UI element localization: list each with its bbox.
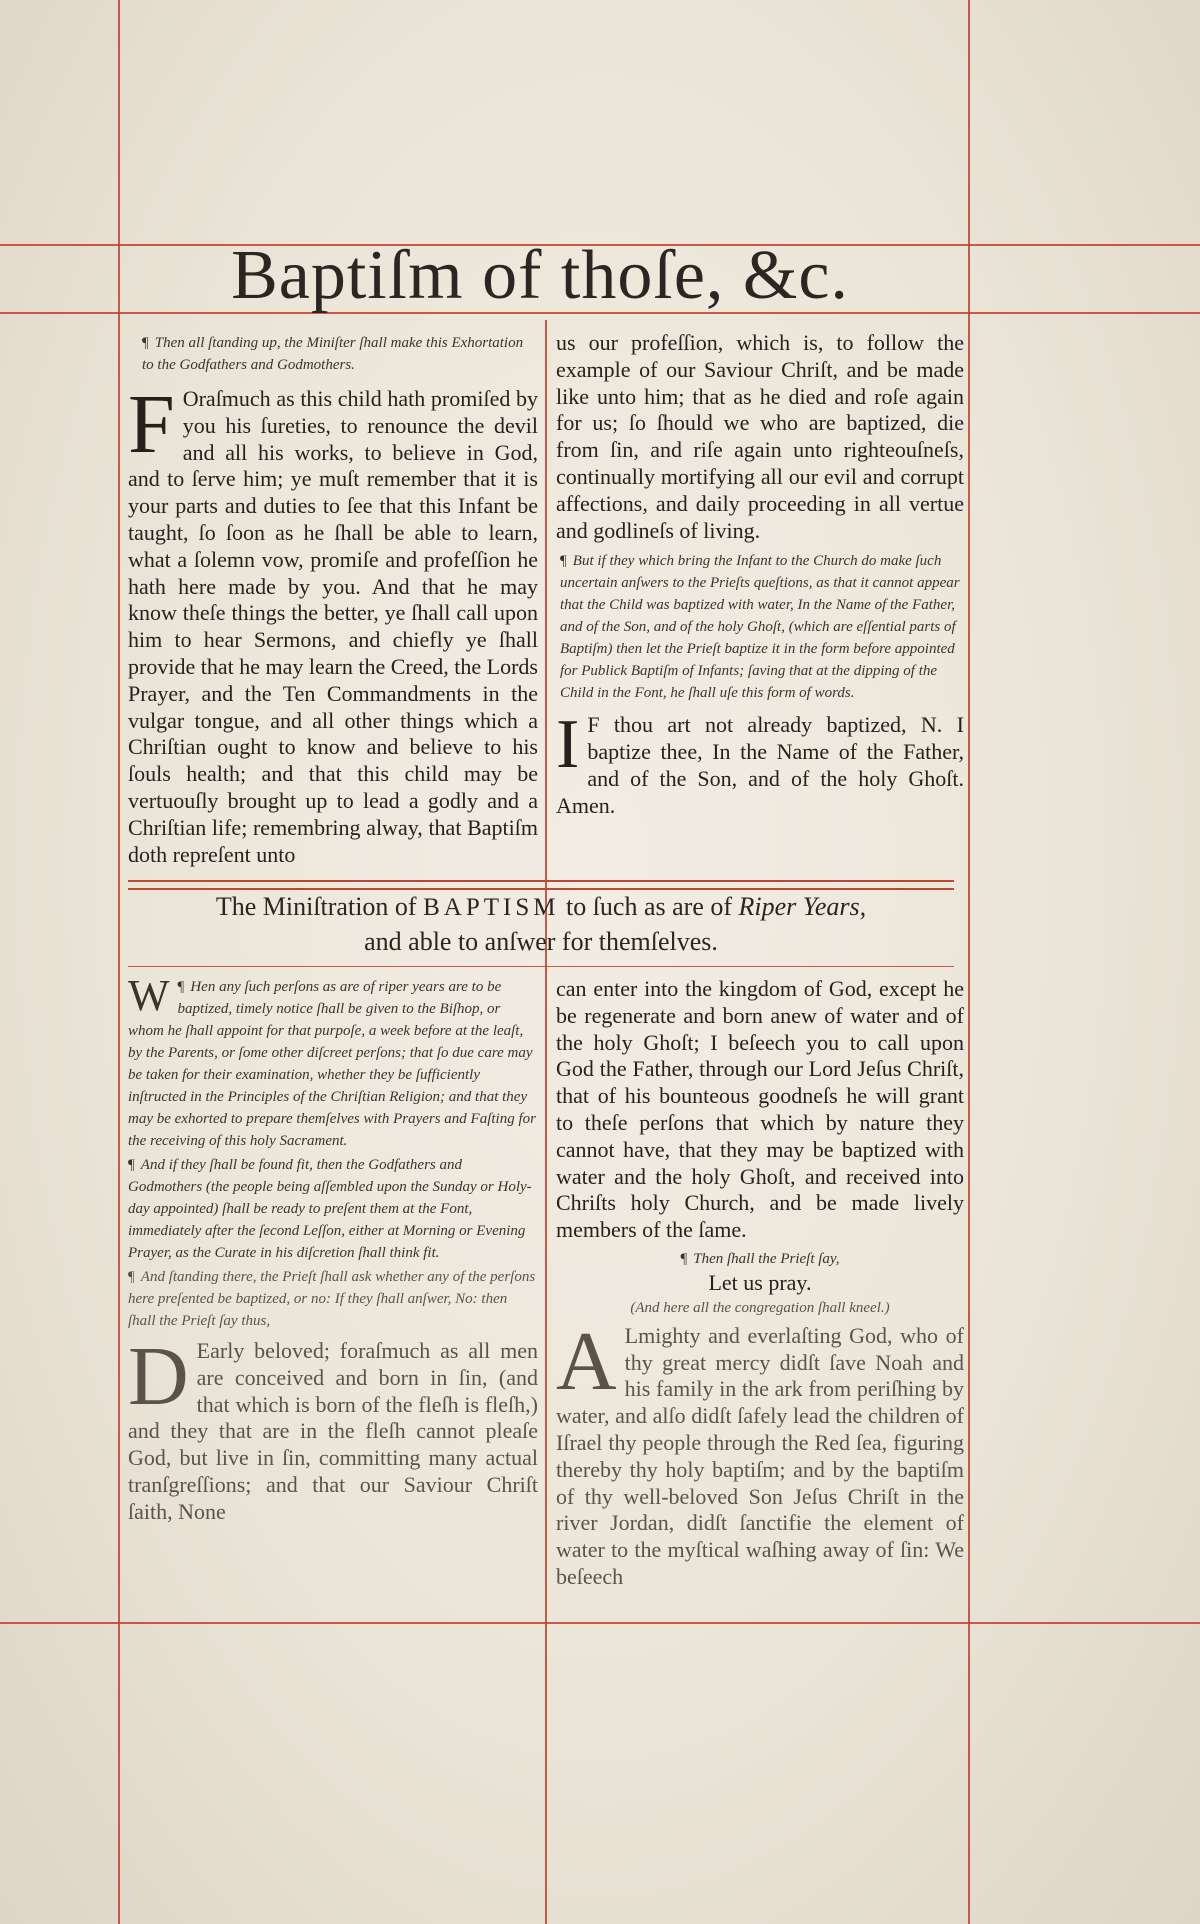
notice-rubric: ¶ W Hen any ſuch perſons as are of riper years are to be baptized, timely notice ſhall be given to the Biſhop, or whom he ſhall appoint for that purpoſe, a week before at the leaſt, by the Parents, or ſome other diſcreet perſons; that ſo due care may be taken for their examination, whether they be ſufficiently inſtructed in the Principles of the Chriſtian Religion; and that they may be exhorted to prepare themſelves with Prayers and Faſting for the receiving of this holy Sacrament. bbox=[128, 971, 536, 1149]
baptism-formula: I F thou art not already baptized, N. I baptize thee, In the Name of the Father, and of the Son, and of the holy Ghoſt. Amen. bbox=[556, 706, 964, 818]
column-rule-center bbox=[545, 320, 547, 1924]
priest-say-rubric: ¶ Then ſhall the Prieſt ſay, bbox=[680, 1250, 840, 1267]
pilcrow-icon: ¶ bbox=[177, 979, 185, 995]
exhortation-rubric: ¶ Then all ſtanding up, the Miniſter ſhall make this Exhortation to the Godfathers and Godmothers. bbox=[142, 335, 524, 373]
almighty-prayer: A Lmighty and everlaſting God, who of thy great mercy didſt ſave Noah and his family in the ark from periſhing by water, and alſo didſt ſafely lead the children of Iſrael thy people through the Red ſea, figuring thereby thy holy baptiſm; and by the baptiſm of thy well-beloved Son Jeſus Chriſt in the river Jordan, didſt ſanctifie the element of water to the myſtical waſhing away of ſin: We beſeech bbox=[556, 1314, 964, 1589]
heading-underline bbox=[128, 966, 954, 967]
pilcrow-icon: ¶ bbox=[560, 553, 567, 570]
dropcap-d: D bbox=[128, 1330, 189, 1423]
godparents-rubric: ¶ And if they ſhall be found fit, then the Godfathers and Godmothers (the people being aſſembled upon the Sunday or Holy-day appointed) ſhall be ready to preſent them at the Font, immediately after the ſecond Leſſon, either at Morning or Evening Prayer, as the Curate in his diſcretion ſhall think fit. bbox=[128, 1157, 532, 1261]
dearly-beloved-text: D Early beloved; foraſmuch as all men are conceived and born in ſin, (and that which is born of the fleſh is fleſh,) and they that are in the fleſh cannot pleaſe God, but live in ſin, committing many actual tranſgreſſions; and that our Saviour Chriſt ſaith, None bbox=[128, 1330, 538, 1524]
kneel-rubric: (And here all the congregation ſhall kneel.) bbox=[630, 1299, 890, 1316]
pilcrow-icon: ¶ bbox=[142, 335, 149, 351]
section-divider bbox=[128, 880, 954, 890]
dropcap-w: W bbox=[128, 971, 170, 1020]
section1-right-column bbox=[556, 330, 964, 820]
margin-rule-right bbox=[968, 0, 970, 1924]
footer-rule bbox=[0, 1622, 1200, 1624]
section1-left-column bbox=[128, 332, 538, 868]
exhortation2-continued: can enter into the kingdom of God, except he be regenerate and born anew of water and of the holy Ghoſt; I beſeech you to call upon God the Father, through our Lord Jeſus Chriſt, that of his bounteous goodneſs he will grant to theſe perſons that which by nature they cannot have, that they may be baptized with water and the holy Ghoſt, and received into Chriſts holy Church, and be made lively members of the ſame. bbox=[556, 976, 964, 1243]
section2-left-column bbox=[128, 971, 538, 1526]
priest-asks-rubric: ¶ And ſtanding there, the Prieſt ſhall ask whether any of the perſons here preſented be baptized, or no: If they ſhall anſwer, No: then ſhall the Prieſt ſay thus, bbox=[128, 1269, 536, 1329]
margin-rule-left bbox=[118, 0, 120, 1924]
pilcrow-icon: ¶ bbox=[128, 1269, 135, 1285]
exhortation-continued: us our profeſſion, which is, to follow the example of our Saviour Chriſt, and be made like unto him; that as he died and roſe again for us; ſo ſhould we who are baptized, die from ſin, and riſe again unto righteouſneſs, continually mortifying all our evil and corrupt affections, and daily proceeding in all vertue and godlineſs of living. bbox=[556, 330, 964, 543]
dropcap-i: I bbox=[556, 706, 580, 784]
section2-right-column bbox=[556, 976, 964, 1591]
pilcrow-icon: ¶ bbox=[128, 1157, 135, 1173]
let-us-pray: Let us pray. bbox=[708, 1269, 812, 1295]
section-heading: The Miniſtration of BAPTISM to ſuch as are of Riper Years, and able to anſwer for themſelves. bbox=[215, 892, 867, 956]
dropcap-f: F bbox=[128, 378, 175, 471]
uncertain-answers-rubric: ¶ But if they which bring the Infant to the Church do make ſuch uncertain anſwers to the Prieſts queſtions, as that it cannot appear that the Child was baptized with water, In the Name of the Father, and of the Son, and of the holy Ghoſt, (which are eſſential parts of Baptiſm) then let the Prieſt baptize it in the form before appointed for Publick Baptiſm of Infants; ſaving that at the dipping of the Child in the Font, he ſhall uſe this form of words. bbox=[560, 553, 960, 702]
dropcap-a: A bbox=[556, 1314, 617, 1408]
page-title: Baptiſm of thoſe, &c. bbox=[231, 237, 849, 314]
exhortation-text: F Oraſmuch as this child hath promiſed by you his ſureties, to renounce the devil and all his works, to believe in God, and to ſerve him; ye muſt remember that it is your parts and duties to ſee that this Infant be taught, ſo ſoon as he ſhall be able to learn, what a ſolemn vow, promiſe and profeſſion he hath here made by you. And that he may know theſe things the better, ye ſhall call upon him to hear Sermons, and chiefly ye ſhall provide that he may learn the Creed, the Lords Prayer, and the Ten Commandments in the vulgar tongue, and all other things which a Chriſtian ought to know and believe to his ſouls health; and that this child may be vertuouſly brought up to lead a godly and a Chriſtian life; remembring alway, that Baptiſm doth repreſent unto bbox=[128, 378, 538, 867]
pilcrow-icon: ¶ bbox=[680, 1250, 688, 1267]
